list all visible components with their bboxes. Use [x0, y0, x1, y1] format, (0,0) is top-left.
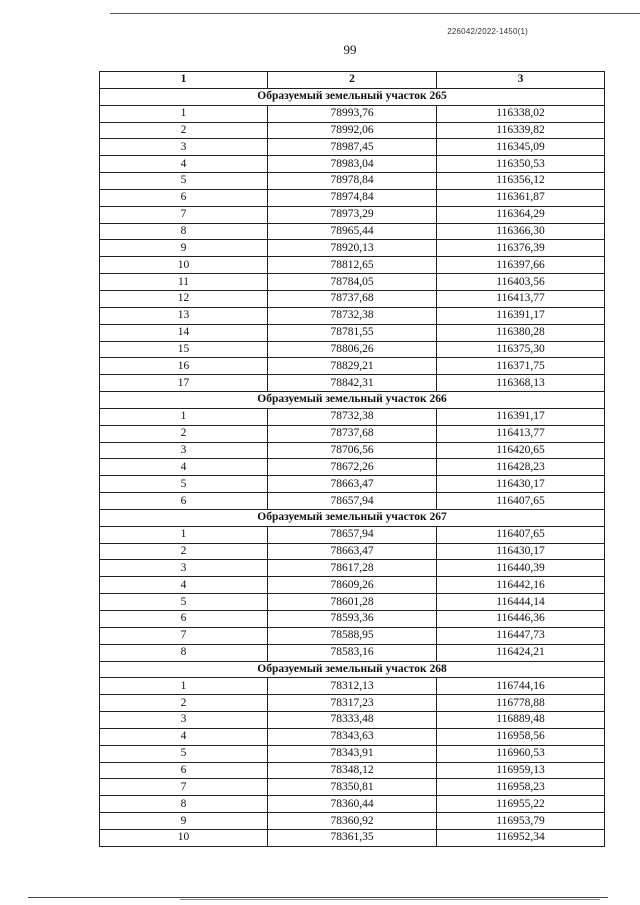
- point-number-cell: 2: [100, 425, 268, 442]
- table-row: [100, 627, 605, 644]
- table-row: [100, 728, 605, 745]
- x-coordinate-cell: 78583,16: [268, 644, 437, 661]
- point-number-cell: 3: [100, 560, 268, 577]
- table-row: [100, 189, 605, 206]
- coordinates-table-body: [100, 72, 605, 847]
- point-number-cell: 6: [100, 493, 268, 510]
- x-coordinate-cell: 78317,23: [268, 695, 437, 712]
- point-number-cell: 6: [100, 762, 268, 779]
- table-row: [100, 762, 605, 779]
- y-coordinate-cell: 116407,65: [437, 526, 605, 543]
- column-header: 2: [268, 72, 437, 89]
- point-number-cell: 6: [100, 611, 268, 628]
- point-number-cell: 15: [100, 341, 268, 358]
- table-row: [100, 375, 605, 392]
- x-coordinate-cell: 78973,29: [268, 206, 437, 223]
- table-row: [100, 257, 605, 274]
- table-row: [100, 139, 605, 156]
- section-title: Образуемый земельный участок 266: [100, 392, 605, 409]
- x-coordinate-cell: 78343,63: [268, 728, 437, 745]
- point-number-cell: 5: [100, 745, 268, 762]
- table-row: [100, 173, 605, 190]
- x-coordinate-cell: 78842,31: [268, 375, 437, 392]
- y-coordinate-cell: 116424,21: [437, 644, 605, 661]
- x-coordinate-cell: 78360,44: [268, 796, 437, 813]
- x-coordinate-cell: 78978,84: [268, 173, 437, 190]
- point-number-cell: 3: [100, 712, 268, 729]
- point-number-cell: 2: [100, 695, 268, 712]
- point-number-cell: 11: [100, 274, 268, 291]
- y-coordinate-cell: 116407,65: [437, 493, 605, 510]
- table-row: [100, 577, 605, 594]
- y-coordinate-cell: 116959,13: [437, 762, 605, 779]
- point-number-cell: 1: [100, 526, 268, 543]
- table-row: [100, 712, 605, 729]
- point-number-cell: 7: [100, 206, 268, 223]
- table-row: [100, 560, 605, 577]
- table-row: [100, 307, 605, 324]
- bottom-rule: [28, 897, 608, 898]
- section-header-row: [100, 88, 605, 105]
- y-coordinate-cell: 116744,16: [437, 678, 605, 695]
- y-coordinate-cell: 116350,53: [437, 156, 605, 173]
- x-coordinate-cell: 78361,35: [268, 829, 437, 846]
- point-number-cell: 14: [100, 324, 268, 341]
- x-coordinate-cell: 78784,05: [268, 274, 437, 291]
- y-coordinate-cell: 116368,13: [437, 375, 605, 392]
- point-number-cell: 2: [100, 122, 268, 139]
- point-number-cell: 12: [100, 290, 268, 307]
- table-header-row: [100, 72, 605, 89]
- point-number-cell: 5: [100, 476, 268, 493]
- table-row: [100, 829, 605, 846]
- y-coordinate-cell: 116356,12: [437, 173, 605, 190]
- point-number-cell: 9: [100, 813, 268, 830]
- table-row: [100, 594, 605, 611]
- y-coordinate-cell: 116391,17: [437, 408, 605, 425]
- table-row: [100, 240, 605, 257]
- point-number-cell: 7: [100, 779, 268, 796]
- y-coordinate-cell: 116444,14: [437, 594, 605, 611]
- point-number-cell: 1: [100, 408, 268, 425]
- y-coordinate-cell: 116376,39: [437, 240, 605, 257]
- y-coordinate-cell: 116428,23: [437, 459, 605, 476]
- y-coordinate-cell: 116953,79: [437, 813, 605, 830]
- y-coordinate-cell: 116430,17: [437, 543, 605, 560]
- point-number-cell: 5: [100, 594, 268, 611]
- point-number-cell: 3: [100, 442, 268, 459]
- table-row: [100, 358, 605, 375]
- x-coordinate-cell: 78657,94: [268, 526, 437, 543]
- x-coordinate-cell: 78360,92: [268, 813, 437, 830]
- y-coordinate-cell: 116442,16: [437, 577, 605, 594]
- y-coordinate-cell: 116391,17: [437, 307, 605, 324]
- x-coordinate-cell: 78732,38: [268, 408, 437, 425]
- point-number-cell: 10: [100, 257, 268, 274]
- y-coordinate-cell: 116397,66: [437, 257, 605, 274]
- table-row: [100, 526, 605, 543]
- point-number-cell: 2: [100, 543, 268, 560]
- x-coordinate-cell: 78737,68: [268, 425, 437, 442]
- y-coordinate-cell: 116960,53: [437, 745, 605, 762]
- y-coordinate-cell: 116958,23: [437, 779, 605, 796]
- x-coordinate-cell: 78609,26: [268, 577, 437, 594]
- table-row: [100, 813, 605, 830]
- x-coordinate-cell: 78992,06: [268, 122, 437, 139]
- y-coordinate-cell: 116339,82: [437, 122, 605, 139]
- y-coordinate-cell: 116403,56: [437, 274, 605, 291]
- x-coordinate-cell: 78312,13: [268, 678, 437, 695]
- x-coordinate-cell: 78593,36: [268, 611, 437, 628]
- top-rule: [110, 13, 640, 14]
- coordinates-table: [99, 71, 605, 847]
- document-id: 226042/2022-1450(1): [447, 27, 528, 36]
- x-coordinate-cell: 78333,48: [268, 712, 437, 729]
- point-number-cell: 1: [100, 105, 268, 122]
- column-header: 1: [100, 72, 268, 89]
- y-coordinate-cell: 116952,34: [437, 829, 605, 846]
- y-coordinate-cell: 116366,30: [437, 223, 605, 240]
- y-coordinate-cell: 116345,09: [437, 139, 605, 156]
- point-number-cell: 3: [100, 139, 268, 156]
- y-coordinate-cell: 116778,88: [437, 695, 605, 712]
- y-coordinate-cell: 116958,56: [437, 728, 605, 745]
- table-row: [100, 324, 605, 341]
- point-number-cell: 4: [100, 156, 268, 173]
- table-row: [100, 274, 605, 291]
- point-number-cell: 4: [100, 577, 268, 594]
- x-coordinate-cell: 78965,44: [268, 223, 437, 240]
- point-number-cell: 8: [100, 796, 268, 813]
- y-coordinate-cell: 116375,30: [437, 341, 605, 358]
- table-row: [100, 408, 605, 425]
- y-coordinate-cell: 116413,77: [437, 290, 605, 307]
- x-coordinate-cell: 78983,04: [268, 156, 437, 173]
- point-number-cell: 1: [100, 678, 268, 695]
- page-number: 99: [343, 42, 357, 57]
- x-coordinate-cell: 78806,26: [268, 341, 437, 358]
- table-row: [100, 105, 605, 122]
- point-number-cell: 16: [100, 358, 268, 375]
- table-row: [100, 745, 605, 762]
- section-title: Образуемый земельный участок 267: [100, 509, 605, 526]
- table-row: [100, 425, 605, 442]
- table-row: [100, 206, 605, 223]
- column-header: 3: [437, 72, 605, 89]
- y-coordinate-cell: 116440,39: [437, 560, 605, 577]
- x-coordinate-cell: 78732,38: [268, 307, 437, 324]
- table-row: [100, 678, 605, 695]
- x-coordinate-cell: 78601,28: [268, 594, 437, 611]
- y-coordinate-cell: 116420,65: [437, 442, 605, 459]
- x-coordinate-cell: 78350,81: [268, 779, 437, 796]
- point-number-cell: 7: [100, 627, 268, 644]
- x-coordinate-cell: 78993,76: [268, 105, 437, 122]
- table-row: [100, 442, 605, 459]
- x-coordinate-cell: 78348,12: [268, 762, 437, 779]
- y-coordinate-cell: 116889,48: [437, 712, 605, 729]
- point-number-cell: 10: [100, 829, 268, 846]
- x-coordinate-cell: 78343,91: [268, 745, 437, 762]
- y-coordinate-cell: 116364,29: [437, 206, 605, 223]
- x-coordinate-cell: 78987,45: [268, 139, 437, 156]
- x-coordinate-cell: 78737,68: [268, 290, 437, 307]
- section-title: Образуемый земельный участок 265: [100, 88, 605, 105]
- table-row: [100, 122, 605, 139]
- table-row: [100, 611, 605, 628]
- table-row: [100, 459, 605, 476]
- x-coordinate-cell: 78781,55: [268, 324, 437, 341]
- table-row: [100, 223, 605, 240]
- y-coordinate-cell: 116430,17: [437, 476, 605, 493]
- table-row: [100, 341, 605, 358]
- table-row: [100, 156, 605, 173]
- x-coordinate-cell: 78617,28: [268, 560, 437, 577]
- section-header-row: [100, 392, 605, 409]
- table-row: [100, 644, 605, 661]
- x-coordinate-cell: 78812,65: [268, 257, 437, 274]
- x-coordinate-cell: 78657,94: [268, 493, 437, 510]
- table-row: [100, 290, 605, 307]
- y-coordinate-cell: 116338,02: [437, 105, 605, 122]
- y-coordinate-cell: 116413,77: [437, 425, 605, 442]
- point-number-cell: 9: [100, 240, 268, 257]
- table-row: [100, 796, 605, 813]
- point-number-cell: 6: [100, 189, 268, 206]
- y-coordinate-cell: 116447,73: [437, 627, 605, 644]
- table-row: [100, 476, 605, 493]
- table-row: [100, 493, 605, 510]
- y-coordinate-cell: 116446,36: [437, 611, 605, 628]
- point-number-cell: 8: [100, 644, 268, 661]
- point-number-cell: 17: [100, 375, 268, 392]
- table-row: [100, 779, 605, 796]
- point-number-cell: 8: [100, 223, 268, 240]
- y-coordinate-cell: 116955,22: [437, 796, 605, 813]
- section-header-row: [100, 509, 605, 526]
- point-number-cell: 5: [100, 173, 268, 190]
- point-number-cell: 4: [100, 459, 268, 476]
- x-coordinate-cell: 78920,13: [268, 240, 437, 257]
- bottom-rule-secondary: [180, 899, 600, 900]
- x-coordinate-cell: 78706,56: [268, 442, 437, 459]
- y-coordinate-cell: 116361,87: [437, 189, 605, 206]
- x-coordinate-cell: 78829,21: [268, 358, 437, 375]
- y-coordinate-cell: 116380,28: [437, 324, 605, 341]
- x-coordinate-cell: 78974,84: [268, 189, 437, 206]
- x-coordinate-cell: 78663,47: [268, 476, 437, 493]
- section-header-row: [100, 661, 605, 678]
- x-coordinate-cell: 78672,26: [268, 459, 437, 476]
- section-title: Образуемый земельный участок 268: [100, 661, 605, 678]
- point-number-cell: 13: [100, 307, 268, 324]
- x-coordinate-cell: 78663,47: [268, 543, 437, 560]
- table-row: [100, 695, 605, 712]
- point-number-cell: 4: [100, 728, 268, 745]
- x-coordinate-cell: 78588,95: [268, 627, 437, 644]
- table-row: [100, 543, 605, 560]
- y-coordinate-cell: 116371,75: [437, 358, 605, 375]
